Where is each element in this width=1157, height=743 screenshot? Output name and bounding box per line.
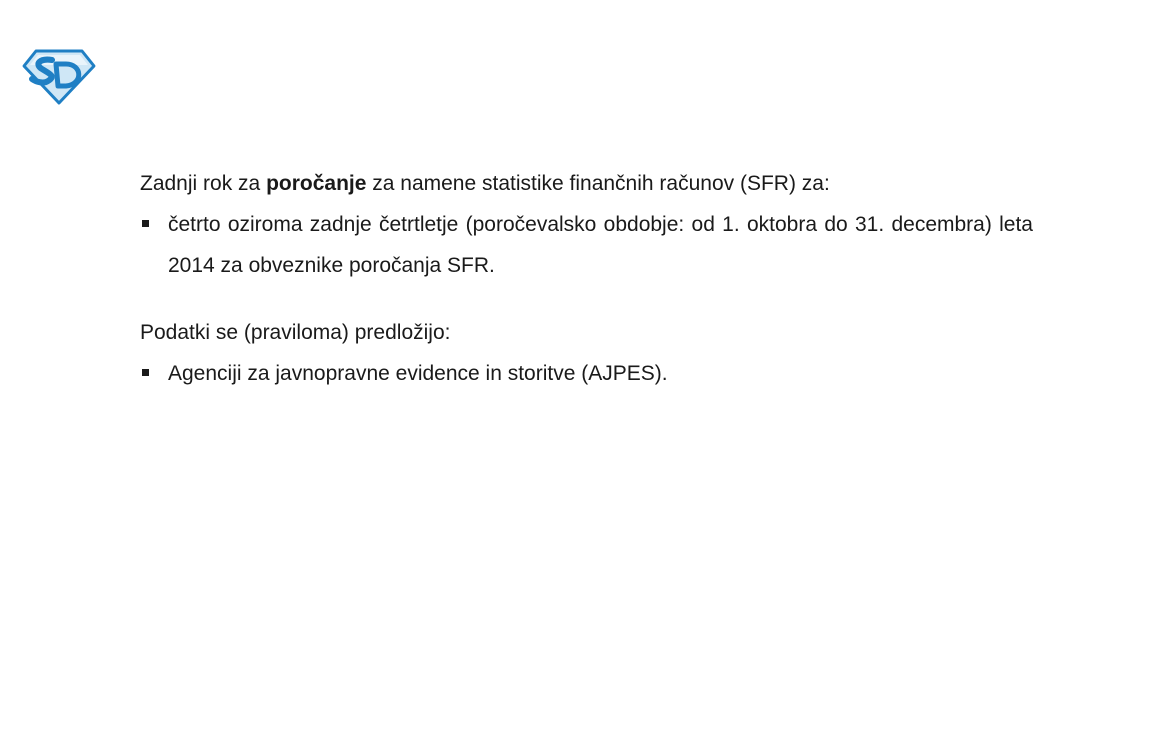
square-bullet-icon	[142, 220, 149, 227]
deadline-intro-rest: za namene statistike finančnih računov (SFR) za:	[366, 172, 830, 195]
document-body	[140, 163, 1033, 394]
square-bullet-icon	[142, 369, 149, 376]
deadline-list	[140, 204, 1033, 286]
list-item	[140, 204, 1033, 286]
list-item	[140, 353, 1033, 394]
deadline-intro	[140, 163, 1033, 204]
list-item-text: četrto oziroma zadnje četrtletje (poročevalsko obdobje: od 1. oktobra do 31. decembra) leta 2014 za obveznike poročanja SFR.	[168, 213, 1033, 277]
submission-list	[140, 353, 1033, 394]
deadline-intro-text: Zadnji rok za	[140, 172, 267, 195]
deadline-intro-bold: poročanje	[266, 172, 367, 195]
sd-shield-logo-icon	[22, 48, 96, 106]
submission-intro: Podatki se (praviloma) predložijo:	[140, 321, 451, 344]
list-item-text: Agenciji za javnopravne evidence in storitve (AJPES).	[168, 362, 668, 385]
